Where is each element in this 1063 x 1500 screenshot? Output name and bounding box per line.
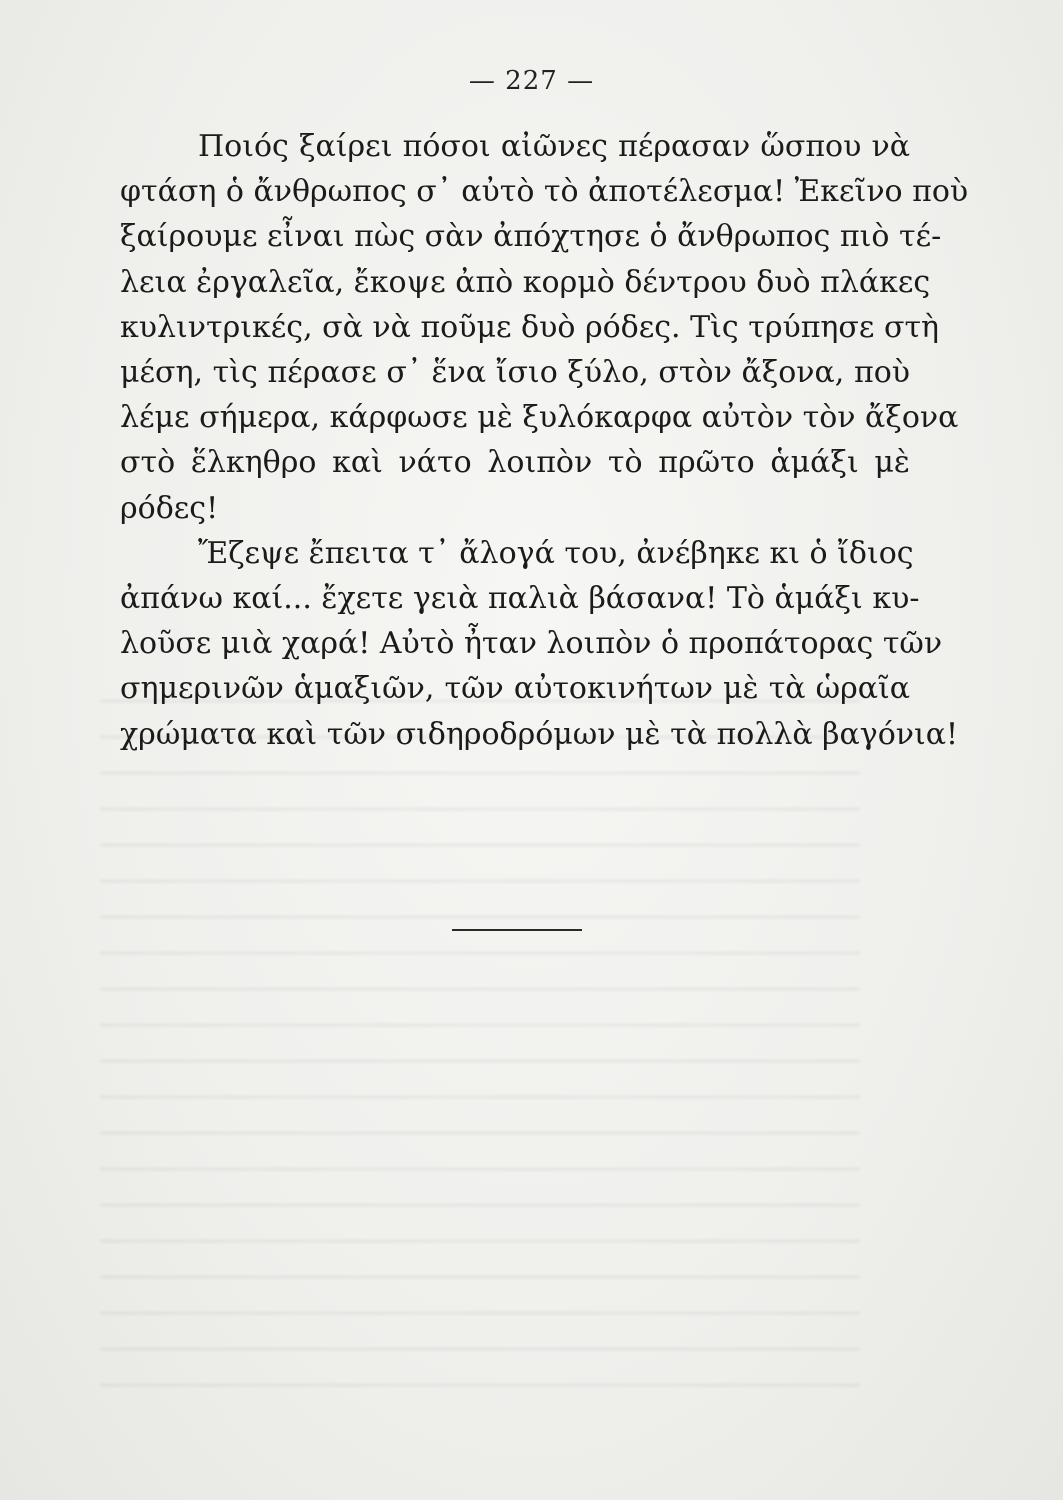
- text-line: ρόδες!: [120, 490, 219, 526]
- text-line: μέση, τὶς πέρασε σ᾽ ἕνα ἴσιο ξύλο, στὸν ἄξονα, ποὺ: [120, 355, 910, 391]
- text-line: στὸ ἕλκηθρο καὶ νάτο λοιπὸν τὸ πρῶτο ἁμάξι μὲ: [120, 445, 910, 481]
- text-line: λέμε σήμερα, κάρφωσε μὲ ξυλόκαρφα αὐτὸν τὸν ἄξονα: [120, 400, 959, 436]
- text-line: κυλιντρικές, σὰ νὰ ποῦμε δυὸ ρόδες. Τὶς τρύπησε στὴ: [120, 309, 940, 345]
- text-line: φτάση ὁ ἄνθρωπος σ᾽ αὐτὸ τὸ ἀποτέλεσμα! Ἐκεῖνο ποὺ: [120, 174, 969, 210]
- text-line: λοῦσε μιὰ χαρά! Αὐτὸ ἦταν λοιπὸν ὁ προπάτορας τῶν: [120, 626, 943, 662]
- text-line: ξαίρουμε εἶναι πὼς σὰν ἀπόχτησε ὁ ἄνθρωπος πιὸ τέ-: [120, 219, 942, 255]
- text-line: ἀπάνω καί... ἔχετε γειὰ παλιὰ βάσανα! Τὸ ἁμάξι κυ-: [120, 581, 920, 617]
- section-divider: [452, 929, 582, 931]
- text-line: λεια ἐργαλεῖα, ἔκοψε ἀπὸ κορμὸ δέντρου δυὸ πλάκες: [120, 264, 931, 300]
- text-line: Ἔζεψε ἔπειτα τ᾽ ἄλογά του, ἀνέβηκε κι ὁ ἴδιος: [198, 535, 914, 571]
- body-text: [120, 124, 969, 757]
- page-number: — 227 —: [468, 66, 595, 96]
- text-line: χρώματα καὶ τῶν σιδηροδρόμων μὲ τὰ πολλὰ βαγόνια!: [120, 716, 959, 752]
- text-line: Ποιός ξαίρει πόσοι αἰῶνες πέρασαν ὥσπου νὰ: [198, 129, 910, 164]
- reverse-side-bleed-through: [100, 700, 860, 1400]
- text-line: σημερινῶν ἁμαξιῶν, τῶν αὐτοκινήτων μὲ τὰ ὡραῖα: [120, 671, 910, 707]
